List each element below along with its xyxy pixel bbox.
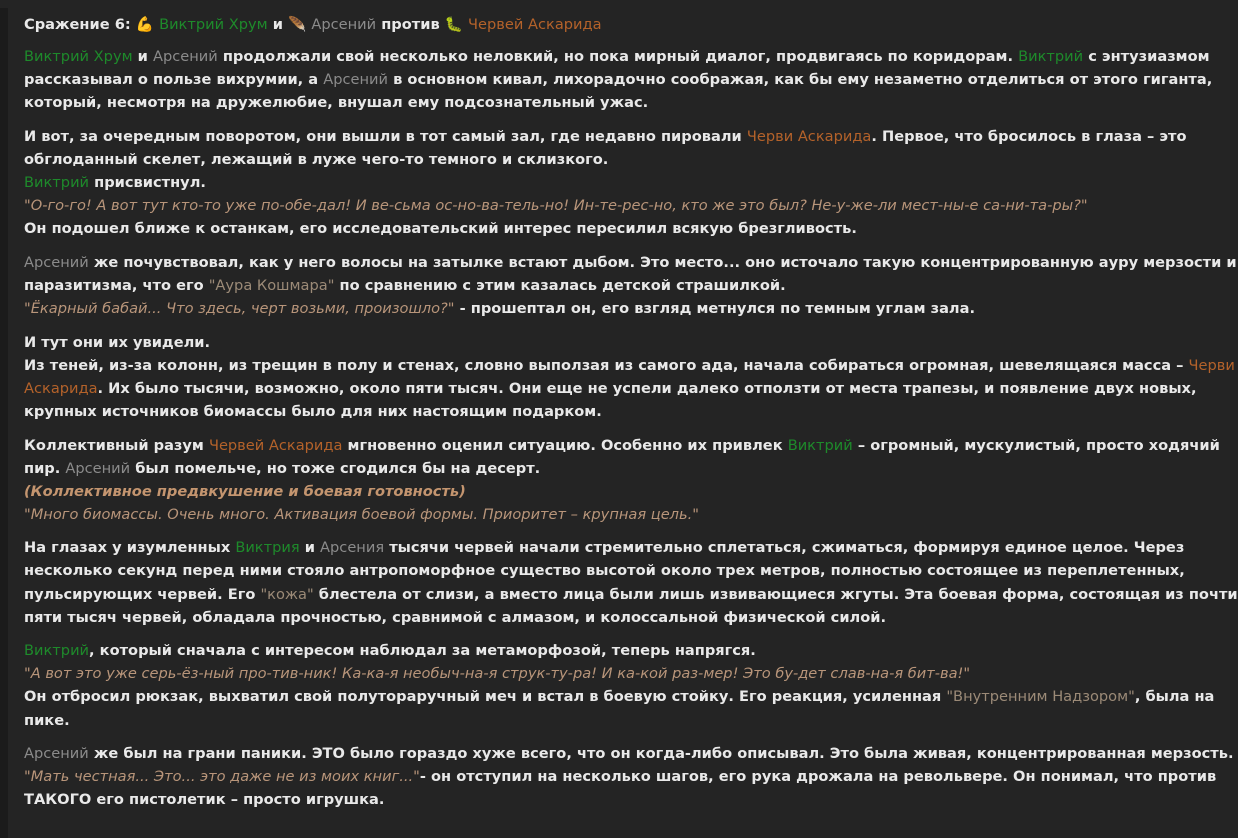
- paragraph: [24, 434, 1220, 526]
- quill-icon: 🪶: [288, 16, 307, 33]
- text-segment: ТАКОГО его пистолетик – просто игрушка.: [24, 791, 385, 809]
- story-text: [24, 13, 1238, 822]
- left-edge: [0, 8, 8, 838]
- text-line: [24, 400, 1136, 423]
- paragraph: [24, 742, 1234, 811]
- text-line: [24, 709, 1136, 732]
- name-arseniy: Арсений: [311, 16, 377, 33]
- story-body: [24, 45, 1238, 811]
- heading-and: и: [272, 16, 283, 33]
- text-segment: Он подошел ближе к останкам, его исследовательский интерес пересилил всякую брезгливость.: [24, 220, 857, 238]
- dialogue: "Ёкарный бабай... Что здесь, черт возьми, произошло?": [24, 300, 455, 318]
- paragraph: [24, 45, 1213, 114]
- text-segment: пяти тысяч червей, обладала прочностью, сравнимой с алмазом, и колоссальной физической силой.: [24, 608, 887, 626]
- text-line: [24, 91, 1136, 114]
- text-segment: присвистнул.: [89, 174, 206, 192]
- text-segment: – огромный, мускулистый, просто ходячий: [852, 436, 1220, 454]
- dialogue: "О-го-го! А вот тут кто-то уже по-обе-дал! И ве-сьма ос-но-ва-тель-но! Ин-те-рес-но, кто же это был? Не-у-же-ли мест-ны-е са-ни-та-ры?": [24, 197, 1088, 215]
- character-name: Арсений: [65, 459, 131, 477]
- flexed-arm-icon: 💪: [135, 16, 154, 33]
- text-segment: рассказывал о пользе вихрумии, а: [24, 71, 324, 89]
- text-line: [24, 662, 1136, 685]
- enemy-name: Червей Аскарида: [208, 436, 343, 454]
- text-line: [24, 217, 1136, 240]
- text-segment: продолжали свой несколько неловкий, но пока мирный диалог, продвигаясь по коридорам.: [217, 48, 1019, 66]
- ability-name: "Аура Кошмара": [208, 276, 335, 294]
- text-line: [24, 434, 1220, 457]
- heading-title: Сражение 6:: [24, 16, 131, 33]
- paragraph: [24, 331, 1235, 423]
- emotion-note: (Коллективное предвкушение и боевая готовность): [24, 482, 466, 500]
- text-line: [24, 559, 1185, 582]
- text-line: [24, 45, 1210, 68]
- character-name: Виктрий: [24, 642, 90, 660]
- enemy-name: Черви: [1188, 356, 1235, 374]
- ability-name: "Внутренним Надзором": [946, 688, 1135, 706]
- text-segment: На глазах у изумленных: [24, 539, 236, 557]
- text-segment: же почувствовал, как у него волосы на затылке встают дыбом. Это место... оно источало такую концентрированную ауру мерзости и: [88, 253, 1237, 271]
- character-name: Арсения: [320, 539, 385, 557]
- name-enemy: Червей Аскарида: [468, 16, 602, 33]
- text-line: [24, 125, 1187, 148]
- worm-icon: 🐛: [444, 16, 463, 33]
- text-segment: пир.: [24, 459, 66, 477]
- text-line: [24, 148, 1136, 171]
- text-line: [24, 171, 1136, 194]
- text-segment: Из теней, из-за колонн, из трещин в полу и стенах, словно выползая из самого ада, начала собираться огромная, шевелящаяся масса –: [24, 356, 1189, 374]
- character-name: Виктрия: [235, 539, 300, 557]
- text-line: [24, 639, 1136, 662]
- text-line: [24, 68, 1213, 91]
- text-segment: крупных источников биомассы было для них настоящим подарком.: [24, 402, 602, 420]
- text-segment: . Их было тысячи, возможно, около пяти тысяч. Они еще не успели далеко отползти от места трапезы, и появление двух новых,: [97, 379, 1197, 397]
- text-line: [24, 583, 1238, 606]
- text-line: [24, 685, 1215, 708]
- text-segment: с энтузиазмом: [1083, 48, 1210, 66]
- text-line: [24, 742, 1234, 765]
- battle-heading: [24, 13, 1136, 36]
- paragraph: [24, 639, 1215, 731]
- dialogue: "А вот это уже серь-ёз-ный про-тив-ник! Ка-ка-я необыч-на-я струк-ту-ра! И ка-кой раз-мер! Это бу-дет слав-на-я бит-ва!": [24, 665, 971, 683]
- text-line: [24, 536, 1185, 559]
- text-line: [24, 788, 1136, 811]
- text-line: [24, 765, 1217, 788]
- text-line: [24, 251, 1237, 274]
- text-line: [24, 377, 1197, 400]
- text-line: [24, 297, 1136, 320]
- text-segment: который, несмотря на дружелюбие, внушал ему подсознательный ужас.: [24, 94, 649, 112]
- name-viktriy-hrum: Виктрий Хрум: [159, 16, 268, 33]
- character-name: Виктрий Хрум: [24, 48, 133, 66]
- text-segment: паразитизма, что его: [24, 276, 209, 294]
- text-segment: Он отбросил рюкзак, выхватил свой полуторaручный меч и встал в боевую стойку. Его реакция, усиленная: [24, 688, 947, 706]
- text-line: [24, 480, 1136, 503]
- text-segment: - прошептал он, его взгляд метнулся по темным углам зала.: [454, 300, 976, 318]
- dialogue: "Мать честная... Это... это даже не из моих книг...": [24, 768, 420, 786]
- enemy-name: Черви Аскарида: [746, 127, 872, 145]
- text-segment: Коллективный разум: [24, 436, 209, 454]
- character-name: Арсений: [323, 71, 389, 89]
- text-segment: по сравнению с этим казалась детской страшилкой.: [334, 276, 786, 294]
- character-name: Виктрий: [787, 436, 853, 454]
- text-segment: пике.: [24, 711, 70, 729]
- character-name: Виктрий: [24, 174, 90, 192]
- paragraph: [24, 251, 1237, 320]
- text-segment: блестела от слизи, а вместо лица были лишь извивающиеся жгуты. Эта боевая форма, состоящая из почти: [313, 585, 1238, 603]
- text-line: [24, 331, 1136, 354]
- text-segment: , была на: [1134, 688, 1215, 706]
- text-segment: - он отступил на несколько шагов, его рука дрожала на револьвере. Он понимал, что против: [419, 768, 1217, 786]
- text-segment: . Первое, что бросилось в глаза – это: [871, 127, 1187, 145]
- text-segment: И тут они их увидели.: [24, 333, 211, 351]
- text-segment: в основном кивал, лихорадочно соображая, как бы ему незаметно отделиться от этого гиганта,: [388, 71, 1213, 89]
- text-line: [24, 606, 1136, 629]
- character-name: Виктрий: [1018, 48, 1084, 66]
- character-name: Арсений: [152, 48, 218, 66]
- text-line: [24, 457, 1136, 480]
- text-segment: обглоданный скелет, лежащий в луже чего-то темного и склизкого.: [24, 150, 609, 168]
- character-name: Арсений: [24, 253, 89, 271]
- text-segment: И вот, за очередным поворотом, они вышли в тот самый зал, где недавно пировали: [24, 127, 747, 145]
- text-segment: несколько секунд перед ними стояло антропоморфное существо высотой около трех метров, полностью состоящее из переплетенных,: [24, 562, 1185, 580]
- text-line: [24, 503, 1136, 526]
- paragraph: [24, 536, 1238, 628]
- text-segment: же был на грани паники. ЭТО было гораздо хуже всего, что он когда-либо описывал. Это была живая, концентрированная мерзость.: [88, 745, 1234, 763]
- text-segment: тысячи червей начали стремительно сплетаться, сжиматься, формируя единое целое. Через: [384, 539, 1185, 557]
- character-name: Арсений: [24, 745, 89, 763]
- heading-against: против: [381, 16, 440, 33]
- text-segment: и: [299, 539, 321, 557]
- text-segment: мгновенно оценил ситуацию. Особенно их привлек: [342, 436, 788, 454]
- ability-name: "кожа": [260, 585, 314, 603]
- paragraph: [24, 125, 1187, 240]
- text-segment: , который сначала с интересом наблюдал за метаморфозой, теперь напрягся.: [89, 642, 756, 660]
- dialogue: "Много биомассы. Очень много. Активация боевой формы. Приоритет – крупная цель.": [24, 505, 699, 523]
- text-line: [24, 354, 1235, 377]
- text-segment: пульсирующих червей. Его: [24, 585, 261, 603]
- text-line: [24, 194, 1136, 217]
- text-line: [24, 274, 1136, 297]
- text-segment: был помельче, но тоже сгодился бы на десерт.: [130, 459, 541, 477]
- text-segment: и: [132, 48, 153, 66]
- enemy-name: Аскарида: [24, 379, 98, 397]
